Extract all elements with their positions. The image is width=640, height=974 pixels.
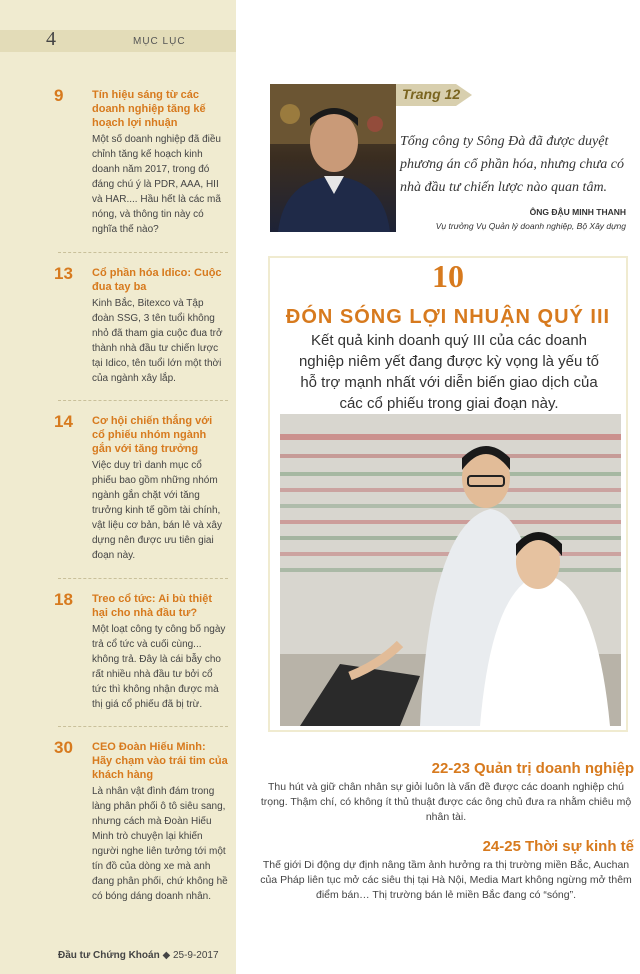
section-title: Thời sự kinh tế bbox=[524, 838, 634, 855]
section-description: Thế giới Di động dự định nâng tầm ảnh hưởng ra thị trường miền Bắc, Auchan của Pháp liên tục mở các siêu thị tại Hà Nội, Media Mart không ngừng mở thêm điểm bán… Thị trường bán lẻ miền Bắc đang có “sóng”. bbox=[260, 859, 632, 901]
feature-photo bbox=[280, 414, 621, 726]
footer bbox=[58, 950, 219, 961]
section-page-range: 24-25 bbox=[482, 838, 521, 855]
toc-description: Một loạt công ty công bố ngày trả cổ tức và cuối cùng... không trả. Đây là cái bẫy cho rất nhiều nhà đầu tư bởi cổ tức thì không nhận được mà thị giá cổ phiếu đã bị trừ. bbox=[92, 624, 226, 710]
portrait-photo bbox=[270, 84, 396, 232]
toc-title: Cơ hội chiến thắng với cổ phiếu nhóm ngành gắn với tăng trưởng bbox=[92, 415, 213, 455]
toc-item[interactable] bbox=[54, 86, 228, 237]
toc-page-number: 9 bbox=[54, 86, 64, 105]
toc-title: Treo cổ tức: Ai bù thiệt hại cho nhà đầu tư? bbox=[92, 593, 213, 619]
toc-title: Cổ phần hóa Idico: Cuộc đua tay ba bbox=[92, 267, 222, 293]
toc-page-number: 14 bbox=[54, 412, 73, 431]
feature-page-number: 10 bbox=[432, 258, 464, 294]
toc-divider bbox=[58, 578, 228, 579]
toc-description: Việc duy trì danh mục cổ phiếu bao gồm những nhóm ngành gắn chặt với tăng trưởng kinh tế gồm tài chính, vật liệu cơ bản, bán lẻ và xây dựng nên được ưu tiên giai đoạn này. bbox=[92, 460, 222, 561]
pull-quote: Tổng công ty Sông Đà đã được duyệt phương án cổ phần hóa, nhưng chưa có nhà đầu tư chiến lược nào quan tâm. bbox=[400, 134, 625, 195]
quote-author-name: ÔNG ĐẬU MINH THANH bbox=[529, 207, 626, 217]
page-number: 4 bbox=[46, 28, 56, 50]
toc-page-number: 30 bbox=[54, 738, 73, 757]
toc-description: Là nhân vật đình đám trong làng phân phối ô tô siêu sang, nhưng cách mà Đoàn Hiếu Minh trò chuyện lại khiến người nghe liên tưởng tới một tín đồ của dòng xe mà anh đang phân phối, chứ không hề có bóng dáng doanh nhân. bbox=[92, 786, 228, 902]
section-title: MỤC LỤC bbox=[133, 36, 186, 47]
toc-description: Kinh Bắc, Bitexco và Tập đoàn SSG, 3 tên tuổi không nhỏ đã tham gia cuộc đua trở thành nhà đầu tư chiến lược tại Idico, tên tuổi lớn một thời của ngành xây lắp. bbox=[92, 298, 223, 384]
toc-description: Một số doanh nghiệp đã điều chỉnh tăng kế hoạch kinh doanh năm 2017, trong đó đáng chú ý là PDR, AAA, HII và HAR.... Hầu hết là các mã nóng, và thông tin này có nghĩa thế nào? bbox=[92, 134, 221, 235]
toc-page-number: 18 bbox=[54, 590, 73, 609]
section-page-range: 22-23 bbox=[431, 760, 470, 777]
toc-item[interactable] bbox=[54, 738, 228, 904]
toc-item[interactable] bbox=[54, 264, 228, 386]
toc-divider bbox=[58, 252, 228, 253]
publication-name: Đầu tư Chứng Khoán bbox=[58, 950, 160, 961]
toc-item[interactable] bbox=[54, 412, 228, 563]
trading-floor-illustration bbox=[280, 414, 621, 726]
toc-divider bbox=[58, 400, 228, 401]
header-band bbox=[0, 30, 236, 52]
section-item[interactable] bbox=[258, 760, 634, 825]
portrait-illustration bbox=[270, 84, 396, 232]
section-title: Quản trị doanh nghiệp bbox=[474, 760, 634, 777]
toc-item[interactable] bbox=[54, 590, 228, 712]
feature-description: Kết quả kinh doanh quý III của các doanh nghiệp niêm yết đang được kỳ vọng là yếu tố hỗ trợ mạnh nhất với diễn biến giao dịch của các cổ phiếu trong giai đoạn này. bbox=[298, 332, 600, 412]
page-reference-label: Trang 12 bbox=[402, 86, 461, 102]
issue-date: ◆ 25-9-2017 bbox=[162, 950, 219, 961]
section-item[interactable] bbox=[258, 838, 634, 903]
toc-divider bbox=[58, 726, 228, 727]
feature-title[interactable]: ĐÓN SÓNG LỢI NHUẬN QUÝ III bbox=[285, 306, 611, 328]
toc-title: CEO Đoàn Hiếu Minh: Hãy chạm vào trái tim của khách hàng bbox=[92, 741, 228, 781]
toc-title: Tín hiệu sáng từ các doanh nghiệp tăng kế hoạch lợi nhuận bbox=[92, 89, 206, 129]
section-description: Thu hút và giữ chân nhân sự giỏi luôn là vấn đề được các doanh nghiệp chú trọng. Thậm chí, có không ít thủ thuật được các ông chủ đưa ra nhằm chiêu mộ nhân tài. bbox=[260, 781, 632, 823]
toc-page-number: 13 bbox=[54, 264, 73, 283]
quote-author-role: Vụ trưởng Vụ Quản lý doanh nghiệp, Bộ Xây dựng bbox=[435, 221, 626, 231]
